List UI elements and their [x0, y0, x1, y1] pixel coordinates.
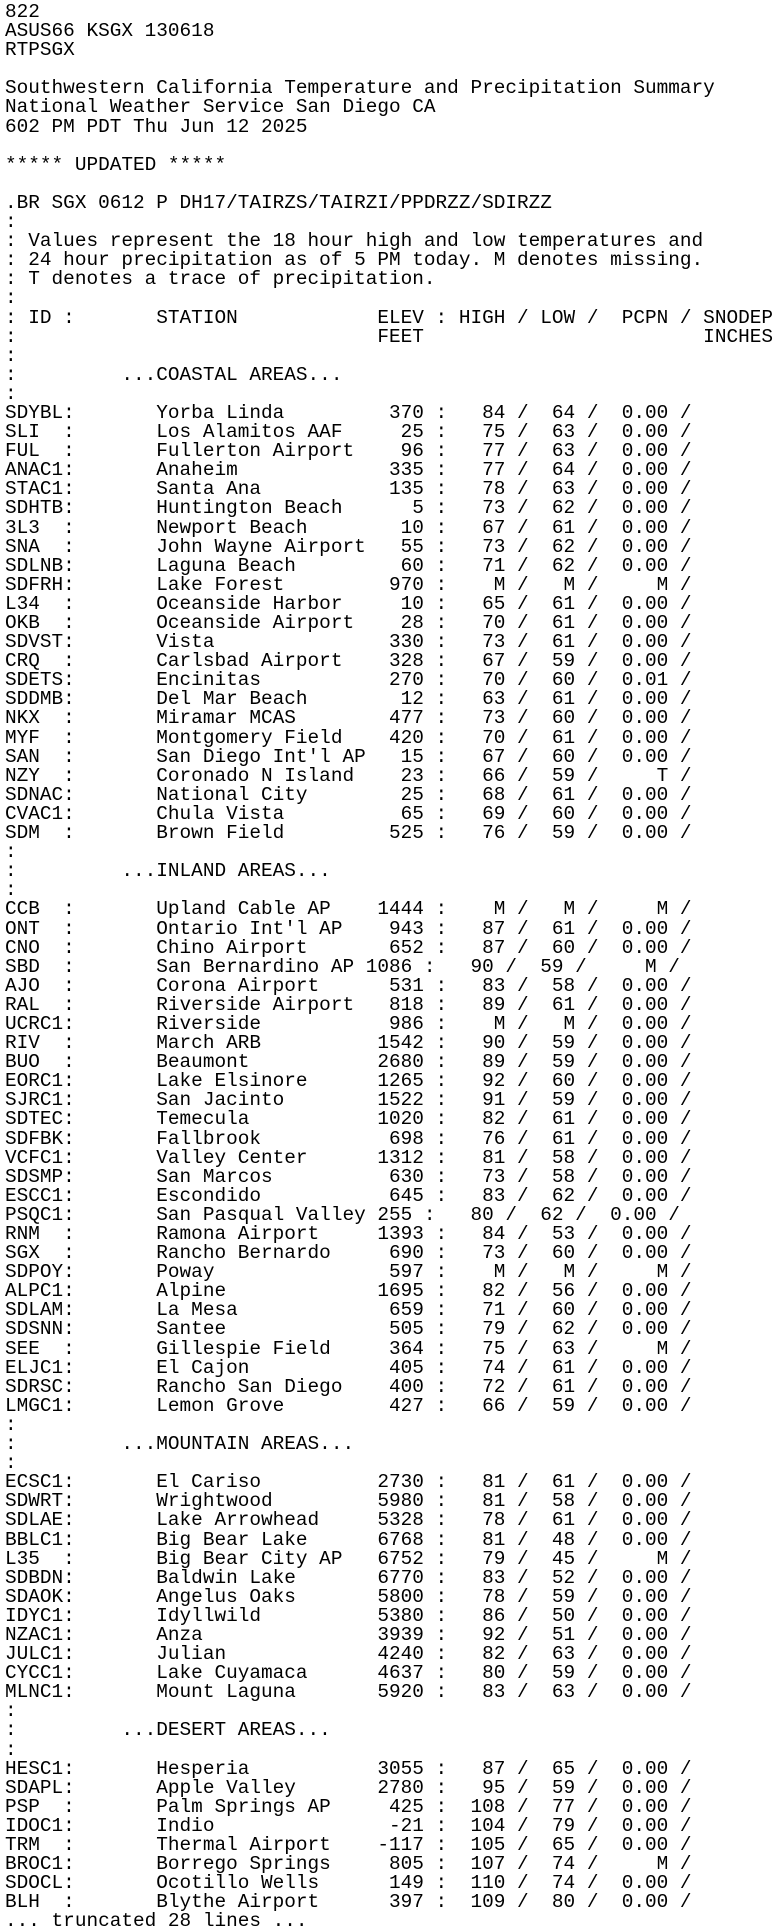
bulletin-line: TRM : Thermal Airport -117 : 105 / 65 / 0.00 / — [5, 1834, 692, 1856]
bulletin-line: : ID : STATION ELEV : HIGH / LOW / PCPN / SNODEP — [5, 306, 773, 329]
bulletin-line: : T denotes a trace of precipitation. — [5, 268, 436, 291]
bulletin-line — [5, 137, 777, 156]
bulletin-line: National Weather Service San Diego CA — [5, 96, 436, 119]
bulletin-line: SDAOK: Angelus Oaks 5800 : 78 / 59 / 0.00 / — [5, 1585, 692, 1608]
bulletin-line: CCB : Upland Cable AP 1444 : M / M / M / — [5, 898, 692, 921]
bulletin-line: PSP : Palm Springs AP 425 : 108 / 77 / 0.00 / — [5, 1795, 692, 1818]
bulletin-line: : — [5, 1452, 17, 1475]
bulletin-line: SLI : Los Alamitos AAF 25 : 75 / 63 / 0.00 / — [5, 421, 692, 444]
bulletin-line: BLH : Blythe Airport 397 : 109 / 80 / 0.00 / — [5, 1891, 692, 1914]
bulletin-line: : — [5, 382, 17, 405]
bulletin-line: CYCC1: Lake Cuyamaca 4637 : 80 / 59 / 0.00 / — [5, 1662, 692, 1685]
bulletin-line: ASUS66 KSGX 130618 — [5, 20, 215, 43]
bulletin-line: RAL : Riverside Airport 818 : 89 / 61 / 0.00 / — [5, 993, 692, 1016]
bulletin-line: : 24 hour precipitation as of 5 PM today. M denotes missing. — [5, 249, 704, 272]
bulletin-line: SBD : San Bernardino AP 1086 : 90 / 59 / M / — [5, 955, 680, 978]
bulletin-line: BBLC1: Big Bear Lake 6768 : 81 / 48 / 0.00 / — [5, 1528, 692, 1551]
bulletin-line: SDLNB: Laguna Beach 60 : 71 / 62 / 0.00 / — [5, 554, 692, 577]
bulletin-line: ONT : Ontario Int'l AP 943 : 87 / 61 / 0.00 / — [5, 917, 692, 940]
bulletin-line: SDBDN: Baldwin Lake 6770 : 83 / 52 / 0.00 / — [5, 1566, 692, 1589]
bulletin-line: : — [5, 1738, 17, 1761]
bulletin-line: SDDMB: Del Mar Beach 12 : 63 / 61 / 0.00 / — [5, 688, 692, 711]
bulletin-line: : — [5, 344, 17, 367]
bulletin-line: IDOC1: Indio -21 : 104 / 79 / 0.00 / — [5, 1814, 692, 1837]
bulletin-line: CNO : Chino Airport 652 : 87 / 60 / 0.00 / — [5, 936, 692, 959]
bulletin-line: CRQ : Carlsbad Airport 328 : 67 / 59 / 0.00 / — [5, 650, 692, 673]
bulletin-line: MYF : Montgomery Field 420 : 70 / 61 / 0.00 / — [5, 726, 692, 749]
bulletin-line: Southwestern California Temperature and Precipitation Summary — [5, 77, 715, 100]
bulletin-line: SDLAE: Lake Arrowhead 5328 : 78 / 61 / 0.00 / — [5, 1509, 692, 1532]
bulletin-line: VCFC1: Valley Center 1312 : 81 / 58 / 0.00 / — [5, 1146, 692, 1169]
bulletin-line: ELJC1: El Cajon 405 : 74 / 61 / 0.00 / — [5, 1356, 692, 1379]
bulletin-line: : ...DESERT AREAS... — [5, 1719, 331, 1742]
bulletin-line: SDAPL: Apple Valley 2780 : 95 / 59 / 0.00 / — [5, 1776, 692, 1799]
bulletin-line: L35 : Big Bear City AP 6752 : 79 / 45 / M / — [5, 1547, 692, 1570]
bulletin-line: AJO : Corona Airport 531 : 83 / 58 / 0.00 / — [5, 974, 692, 997]
bulletin-line: SDTEC: Temecula 1020 : 82 / 61 / 0.00 / — [5, 1108, 692, 1131]
bulletin-line: : Values represent the 18 hour high and low temperatures and — [5, 230, 704, 253]
bulletin-line: FUL : Fullerton Airport 96 : 77 / 63 / 0.00 / — [5, 440, 692, 463]
bulletin-line: RIV : March ARB 1542 : 90 / 59 / 0.00 / — [5, 1032, 692, 1055]
bulletin-line: NKX : Miramar MCAS 477 : 73 / 60 / 0.00 / — [5, 707, 692, 730]
bulletin-line: : ...INLAND AREAS... — [5, 860, 331, 883]
bulletin-line: SDOCL: Ocotillo Wells 149 : 110 / 74 / 0.00 / — [5, 1872, 692, 1895]
bulletin-line: IDYC1: Idyllwild 5380 : 86 / 50 / 0.00 / — [5, 1604, 692, 1627]
bulletin-line: SGX : Rancho Bernardo 690 : 73 / 60 / 0.00 / — [5, 1242, 692, 1265]
bulletin-line: SDPOY: Poway 597 : M / M / M / — [5, 1261, 692, 1284]
bulletin-line: HESC1: Hesperia 3055 : 87 / 65 / 0.00 / — [5, 1757, 692, 1780]
bulletin-line: : ...COASTAL AREAS... — [5, 363, 343, 386]
bulletin-line: ANAC1: Anaheim 335 : 77 / 64 / 0.00 / — [5, 459, 692, 482]
bulletin-line: SDRSC: Rancho San Diego 400 : 72 / 61 / 0.00 / — [5, 1375, 692, 1398]
bulletin-line: OKB : Oceanside Airport 28 : 70 / 61 / 0.00 / — [5, 612, 692, 634]
bulletin-line: RTPSGX — [5, 39, 75, 62]
bulletin-line: : — [5, 879, 17, 902]
bulletin-line: : — [5, 287, 17, 310]
bulletin-line: EORC1: Lake Elsinore 1265 : 92 / 60 / 0.00 / — [5, 1070, 692, 1093]
bulletin-line: .BR SGX 0612 P DH17/TAIRZS/TAIRZI/PPDRZZ/SDIRZZ — [5, 191, 552, 214]
bulletin-line: : FEET INCHES — [5, 325, 773, 348]
bulletin-line: 822 — [5, 1, 40, 23]
bulletin-line: SDLAM: La Mesa 659 : 71 / 60 / 0.00 / — [5, 1299, 692, 1322]
bulletin-line: LMGC1: Lemon Grove 427 : 66 / 59 / 0.00 / — [5, 1394, 692, 1417]
bulletin-line: SDSNN: Santee 505 : 79 / 62 / 0.00 / — [5, 1318, 692, 1341]
bulletin-line: : — [5, 211, 17, 234]
bulletin-line: SDFRH: Lake Forest 970 : M / M / M / — [5, 573, 692, 596]
bulletin-line: : — [5, 1700, 17, 1723]
bulletin-line: SDVST: Vista 330 : 73 / 61 / 0.00 / — [5, 631, 692, 654]
bulletin-line: 602 PM PDT Thu Jun 12 2025 — [5, 115, 308, 138]
bulletin-line: : — [5, 1413, 17, 1436]
bulletin-line: SEE : Gillespie Field 364 : 75 / 63 / M / — [5, 1337, 692, 1360]
bulletin-line: ECSC1: El Cariso 2730 : 81 / 61 / 0.00 / — [5, 1471, 692, 1494]
bulletin-line: CVAC1: Chula Vista 65 : 69 / 60 / 0.00 / — [5, 802, 692, 825]
bulletin-line: NZY : Coronado N Island 23 : 66 / 59 / T / — [5, 764, 692, 787]
bulletin-line: SJRC1: San Jacinto 1522 : 91 / 59 / 0.00 / — [5, 1089, 692, 1112]
bulletin-line: SDWRT: Wrightwood 5980 : 81 / 58 / 0.00 / — [5, 1490, 692, 1513]
bulletin-line: SDM : Brown Field 525 : 76 / 59 / 0.00 / — [5, 822, 692, 845]
bulletin-line: ***** UPDATED ***** — [5, 153, 227, 176]
bulletin-line: NZAC1: Anza 3939 : 92 / 51 / 0.00 / — [5, 1623, 692, 1646]
bulletin-line: SDSMP: San Marcos 630 : 73 / 58 / 0.00 / — [5, 1165, 692, 1188]
bulletin-line: : — [5, 841, 17, 864]
bulletin-line: SNA : John Wayne Airport 55 : 73 / 62 / 0.00 / — [5, 535, 692, 558]
bulletin-line: SDETS: Encinitas 270 : 70 / 60 / 0.01 / — [5, 669, 692, 692]
bulletin-line: : ...MOUNTAIN AREAS... — [5, 1433, 355, 1456]
bulletin-line: SDHTB: Huntington Beach 5 : 73 / 62 / 0.00 / — [5, 497, 692, 520]
bulletin-line: ... truncated 28 lines ... — [5, 1910, 308, 1931]
bulletin-line: RNM : Ramona Airport 1393 : 84 / 53 / 0.00 / — [5, 1223, 692, 1245]
bulletin-line: ESCC1: Escondido 645 : 83 / 62 / 0.00 / — [5, 1184, 692, 1207]
bulletin-line: BUO : Beaumont 2680 : 89 / 59 / 0.00 / — [5, 1051, 692, 1074]
bulletin-line: ALPC1: Alpine 1695 : 82 / 56 / 0.00 / — [5, 1280, 692, 1303]
bulletin-line: SDYBL: Yorba Linda 370 : 84 / 64 / 0.00 / — [5, 401, 692, 424]
bulletin-line: UCRC1: Riverside 986 : M / M / 0.00 / — [5, 1012, 692, 1035]
bulletin-line: STAC1: Santa Ana 135 : 78 / 63 / 0.00 / — [5, 478, 692, 501]
bulletin-line: JULC1: Julian 4240 : 82 / 63 / 0.00 / — [5, 1643, 692, 1666]
bulletin-line: SDFBK: Fallbrook 698 : 76 / 61 / 0.00 / — [5, 1127, 692, 1150]
bulletin-line: 3L3 : Newport Beach 10 : 67 / 61 / 0.00 / — [5, 516, 692, 539]
bulletin-line: SDNAC: National City 25 : 68 / 61 / 0.00 / — [5, 783, 692, 806]
bulletin-line: L34 : Oceanside Harbor 10 : 65 / 61 / 0.00 / — [5, 592, 692, 615]
bulletin-line: PSQC1: San Pasqual Valley 255 : 80 / 62 / 0.00 / — [5, 1203, 680, 1226]
bulletin-line: BROC1: Borrego Springs 805 : 107 / 74 / M / — [5, 1853, 692, 1876]
bulletin-line: MLNC1: Mount Laguna 5920 : 83 / 63 / 0.00 / — [5, 1681, 692, 1704]
bulletin-line: SAN : San Diego Int'l AP 15 : 67 / 60 / 0.00 / — [5, 745, 692, 768]
